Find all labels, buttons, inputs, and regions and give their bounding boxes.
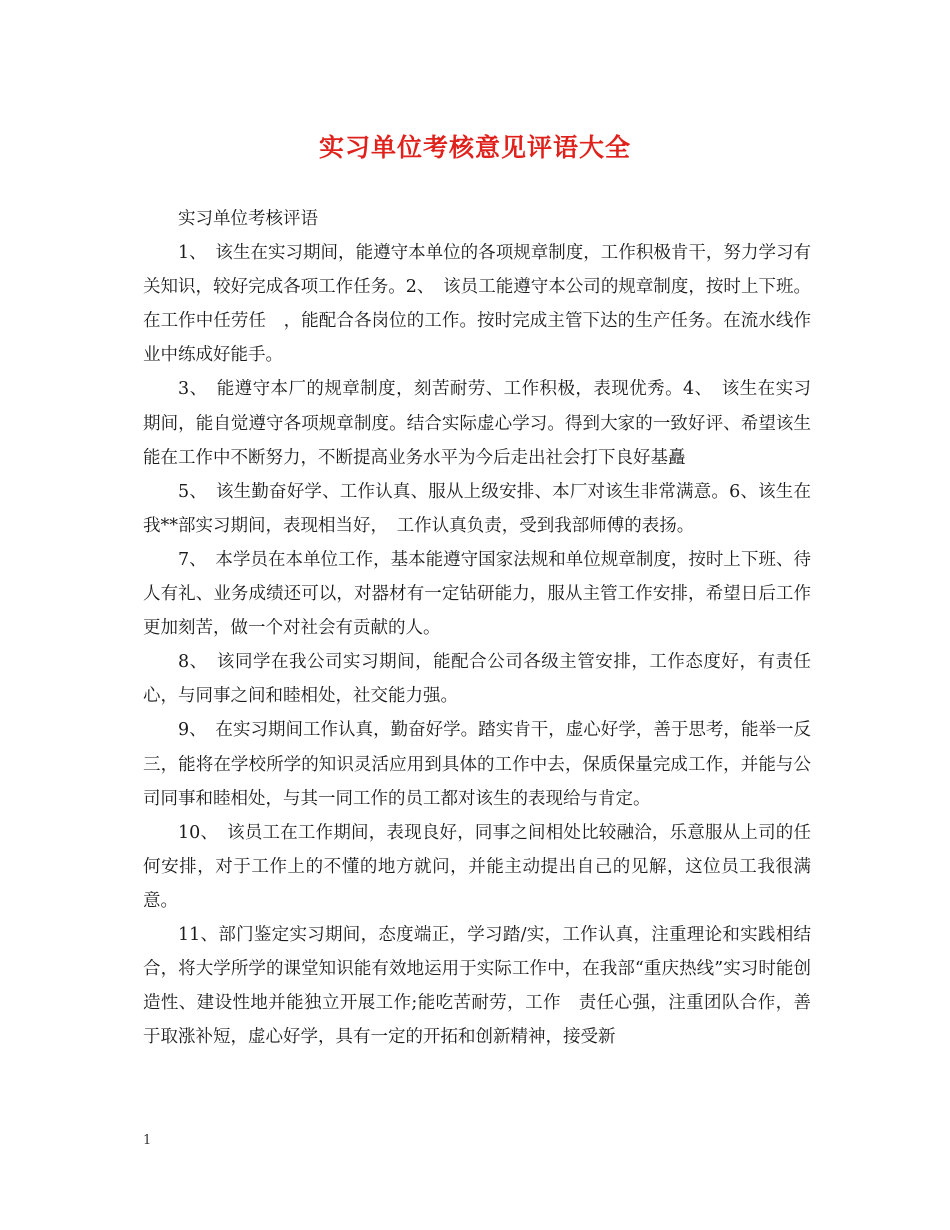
paragraph-8: 8、 该同学在我公司实习期间，能配合公司各级主管安排，工作态度好，有责任心，与同事之间和睦相处，社交能力强。	[143, 652, 811, 707]
paragraph-9: 9、 在实习期间工作认真，勤奋好学。踏实肯干，虚心好学，善于思考，能举一反三，能将在学校所学的知识灵活应用到具体的工作中去，保质保量完成工作，并能与公司同事和睦相处，与其一同工作的员工都对该生的表现给与肯定。	[143, 720, 811, 809]
paragraph-11: 11、部门鉴定实习期间，态度端正，学习踏/实，工作认真，注重理论和实践相结合，将大学所学的课堂知识能有效地运用于实际工作中，在我部“重庆热线”实习时能创造性、建设性地并能独立开展工作;能吃苦耐劳，工作 责任心强，注重团队合作，善于取涨补短，虚心好学，具有一定的开拓和创新精神，接受新	[143, 924, 811, 1048]
document-body	[143, 202, 811, 1054]
paragraph-5-6: 5、 该生勤奋好学、工作认真、服从上级安排、本厂对该生非常满意。6、该生在我**部实习期间，表现相当好， 工作认真负责，受到我部师傅的表扬。	[143, 481, 811, 536]
paragraph-7: 7、 本学员在本单位工作，基本能遵守国家法规和单位规章制度，按时上下班、待人有礼、业务成绩还可以，对器材有一定钻研能力，服从主管工作安排，希望日后工作更加刻苦，做一个对社会有贡献的人。	[143, 549, 811, 639]
document-title: 实习单位考核意见评语大全	[318, 133, 631, 162]
page-number: 1	[143, 1133, 152, 1148]
paragraph-10: 10、 该员工在工作期间，表现良好，同事之间相处比较融洽，乐意服从上司的任何安排，对于工作上的不懂的地方就问，并能主动提出自己的见解，这位员工我很满意。	[143, 822, 811, 911]
paragraph-subheading: 实习单位考核评语	[178, 209, 318, 229]
paragraph-1-2: 1、 该生在实习期间，能遵守本单位的各项规章制度，工作积极肯干，努力学习有关知识，较好完成各项工作任务。2、 该员工能遵守本公司的规章制度，按时上下班。在工作中任劳任 ，能配合各岗位的工作。按时完成主管下达的生产任务。在流水线作业中练成好能手。	[143, 243, 811, 366]
paragraph-3-4: 3、 能遵守本厂的规章制度，刻苦耐劳、工作积极，表现优秀。4、 该生在实习期间，能自觉遵守各项规章制度。结合实际虚心学习。得到大家的一致好评、希望该生能在工作中不断努力，不断提高业务水平为今后走出社会打下良好基矗	[143, 379, 811, 468]
